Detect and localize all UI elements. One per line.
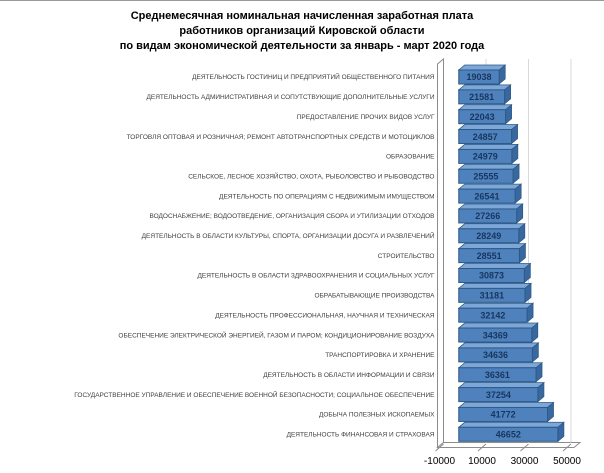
bar-top-face	[459, 125, 518, 130]
bar-row	[297, 105, 512, 124]
category-label: ДЕЯТЕЛЬНОСТЬ ФИНАНСОВАЯ И СТРАХОВАЯ	[286, 431, 435, 439]
bar-top-face	[459, 283, 531, 288]
axis-tick-label: 30000	[510, 456, 539, 467]
bar-value-label: 31181	[479, 290, 505, 301]
bar-value-label: 19038	[466, 72, 492, 83]
category-label: ПРЕДОСТАВЛЕНИЕ ПРОЧИХ ВИДОВ УСЛУГ	[296, 113, 435, 121]
bar-top-face	[459, 164, 519, 169]
bar-row	[118, 323, 537, 342]
bar-top-face	[459, 144, 518, 149]
bar-row	[325, 343, 538, 362]
bar-top-face	[459, 244, 526, 249]
bar-row	[263, 363, 542, 382]
bar-top-face	[459, 363, 542, 368]
bar-row	[287, 422, 564, 441]
bar-row	[142, 224, 525, 243]
bar-top-face	[459, 105, 512, 110]
bar-top-face	[459, 85, 511, 90]
bar-value-label: 30873	[479, 270, 505, 281]
chart-title-line-3: по видам экономической деятельности за январь - март 2020 года	[119, 40, 485, 52]
chart-side-wall	[438, 59, 444, 448]
bar-value-label: 34636	[483, 350, 509, 361]
category-label: ТОРГОВЛЯ ОПТОВАЯ И РОЗНИЧНАЯ; РЕМОНТ АВТОТРАНСПОРТНЫХ СРЕДСТВ И МОТОЦИКЛОВ	[126, 133, 435, 141]
bar-value-label: 21581	[469, 92, 495, 103]
bar-row	[314, 283, 531, 302]
category-label: ДЕЯТЕЛЬНОСТЬ В ОБЛАСТИ КУЛЬТУРЫ, СПОРТА, ОРГАНИЗАЦИИ ДОСУГА И РАЗВЛЕЧЕНИЙ	[141, 233, 435, 240]
category-label: СЕЛЬСКОЕ, ЛЕСНОЕ ХОЗЯЙСТВО, ОХОТА, РЫБОЛОВСТВО И РЫБОВОДСТВО	[188, 173, 435, 181]
category-label: ГОСУДАРСТВЕННОЕ УПРАВЛЕНИЕ И ОБЕСПЕЧЕНИЕ ВОЕННОЙ БЕЗОПАСНОСТИ; СОЦИАЛЬНОЕ ОБЕСПЕЧЕНИЕ	[74, 391, 435, 399]
bar-row	[149, 204, 522, 223]
bar-value-label: 41772	[490, 409, 516, 420]
bar-value-label: 22043	[469, 111, 495, 122]
bar-top-face	[459, 323, 538, 328]
bar-value-label: 46652	[495, 429, 521, 440]
bar-row	[219, 184, 521, 203]
bar-value-label: 34369	[482, 330, 508, 341]
category-label: ДЕЯТЕЛЬНОСТЬ ПРОФЕССИОНАЛЬНАЯ, НАУЧНАЯ И ТЕХНИЧЕСКАЯ	[215, 312, 435, 320]
bar-value-label: 26541	[474, 191, 500, 202]
bar-value-label: 27266	[475, 211, 501, 222]
chart-title-line-1: Среднемесячная номинальная начисленная заработная плата	[130, 10, 474, 22]
bar-top-face	[459, 402, 554, 407]
bar-row	[215, 303, 533, 322]
bar-row	[197, 264, 530, 283]
category-label: ДЕЯТЕЛЬНОСТЬ АДМИНИСТРАТИВНАЯ И СОПУТСТВУЮЩИЕ ДОПОЛНИТЕЛЬНЫЕ УСЛУГИ	[146, 94, 435, 102]
bar-row	[319, 402, 554, 421]
axis-tick-label: 50000	[553, 456, 581, 467]
chart-svg	[0, 1, 604, 473]
bar-row	[127, 125, 518, 144]
bar-value-label: 24979	[472, 151, 498, 162]
category-label: ДЕЯТЕЛЬНОСТЬ ПО ОПЕРАЦИЯМ С НЕДВИЖИМЫМ ИМУЩЕСТВОМ	[219, 193, 435, 201]
bar-row	[378, 244, 526, 263]
chart-floor	[438, 443, 581, 448]
bar-value-label: 32142	[480, 310, 506, 321]
category-label: ТРАНСПОРТИРОВКА И ХРАНЕНИЕ	[325, 352, 435, 360]
category-label: ОБЕСПЕЧЕНИЕ ЭЛЕКТРИЧЕСКОЙ ЭНЕРГИЕЙ, ГАЗОМ И ПАРОМ; КОНДИЦИОНИРОВАНИЕ ВОЗДУХА	[118, 332, 435, 340]
category-label: ДЕЯТЕЛЬНОСТЬ ГОСТИНИЦ И ПРЕДПРИЯТИЙ ОБЩЕСТВЕННОГО ПИТАНИЯ	[192, 74, 435, 82]
category-label: ДОБЫЧА ПОЛЕЗНЫХ ИСКОПАЕМЫХ	[318, 411, 435, 419]
category-label: ДЕЯТЕЛЬНОСТЬ В ОБЛАСТИ ИНФОРМАЦИИ И СВЯЗИ	[263, 371, 435, 379]
bar-row	[146, 85, 510, 104]
category-label: ВОДОСНАБЖЕНИЕ; ВОДООТВЕДЕНИЕ, ОРГАНИЗАЦИЯ СБОРА И УТИЛИЗАЦИИ ОТХОДОВ	[149, 213, 435, 221]
axis-tick-label: 10000	[468, 456, 496, 467]
bar-top-face	[459, 343, 539, 348]
bar-value-label: 25555	[473, 171, 499, 182]
bar-top-face	[459, 204, 523, 209]
bar-row	[192, 65, 505, 84]
bar-top-face	[459, 184, 521, 189]
bar-row	[188, 164, 519, 183]
bar-top-face	[459, 383, 544, 388]
category-label: СТРОИТЕЛЬСТВО	[377, 252, 435, 260]
bar-top-face	[459, 422, 564, 427]
category-label: ОБРАБАТЫВАЮЩИЕ ПРОИЗВОДСТВА	[314, 292, 435, 300]
bar-value-label: 28551	[476, 250, 502, 261]
category-label: ДЕЯТЕЛЬНОСТЬ В ОБЛАСТИ ЗДРАВООХРАНЕНИЯ И СОЦИАЛЬНЫХ УСЛУГ	[197, 272, 435, 280]
bar-row	[386, 144, 518, 163]
bar-row	[74, 383, 544, 402]
axis-tick-label: -10000	[423, 456, 456, 467]
bar-top-face	[459, 224, 525, 229]
bar-top-face	[459, 65, 505, 70]
bar-value-label: 28249	[476, 231, 502, 241]
category-label: ОБРАЗОВАНИЕ	[385, 153, 435, 161]
chart-title-line-2: работников организаций Кировской области	[179, 25, 425, 37]
bar-top-face	[459, 303, 533, 308]
bar-value-label: 36361	[484, 369, 510, 380]
bar-value-label: 37254	[485, 389, 511, 400]
bar-top-face	[459, 264, 531, 269]
bar-value-label: 24857	[472, 131, 498, 142]
